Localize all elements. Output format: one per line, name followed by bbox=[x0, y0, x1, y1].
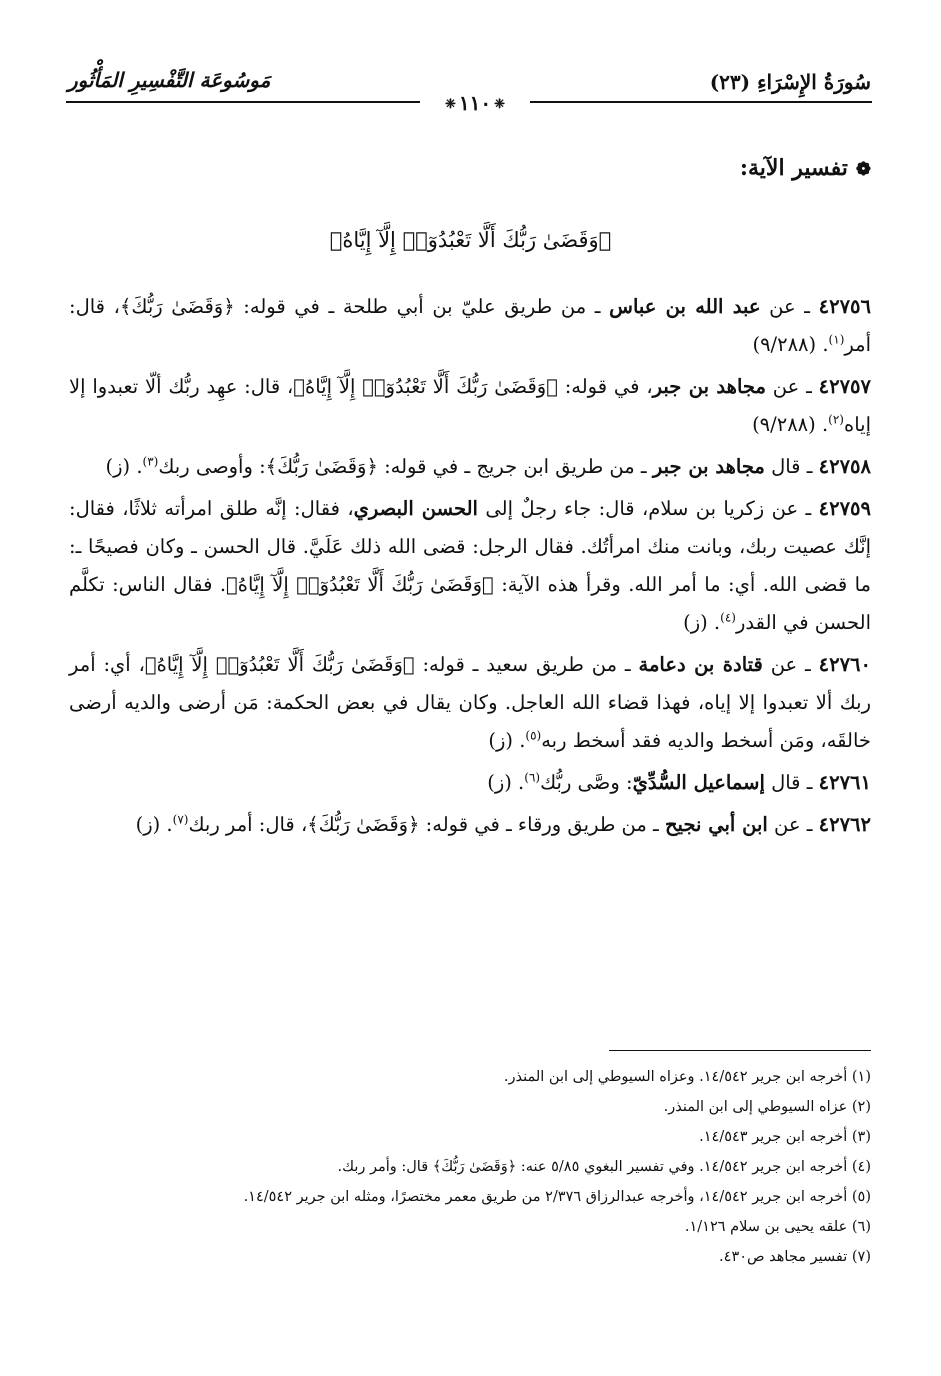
footnote-ref: (٢) bbox=[828, 412, 844, 427]
footnote-rule bbox=[609, 1050, 871, 1051]
narrator-name: ابن أبي نجيح bbox=[664, 813, 768, 836]
narration-text: ـ من طريق ورقاء ـ في قوله: bbox=[419, 813, 665, 836]
narration-number: ٤٢٧٥٧ bbox=[818, 375, 871, 398]
narration-text: ، في قوله: bbox=[557, 375, 653, 398]
quran-quote: ﴿وَقَضَىٰ رَبُّكَ أَلَّا تَعْبُدُوٓا۟ إِلَّآ إِيَّاهُ﴾ bbox=[293, 375, 558, 398]
narration-entry bbox=[69, 490, 871, 642]
footnote: (٣) أخرجه ابن جرير ١٤/٥٤٣. bbox=[699, 1129, 871, 1145]
narration-number: ٤٢٧٥٩ bbox=[818, 497, 871, 520]
narration-text: : وأوصى ربك bbox=[158, 455, 266, 478]
narration-number: ٤٢٧٦٠ bbox=[818, 653, 871, 676]
narration-text: ، قال: أمر ربك bbox=[188, 813, 308, 836]
narrator-name: إسماعيل السُّدِّيّ bbox=[632, 771, 765, 794]
footnote-ref: (٥) bbox=[525, 728, 542, 743]
narration-entry bbox=[69, 448, 871, 486]
narration-text: ـ قال bbox=[764, 455, 819, 478]
footnote-ref: (١) bbox=[828, 332, 845, 347]
flower-ornament-icon: ❁ bbox=[855, 159, 871, 180]
narration-text: ـ عن bbox=[765, 375, 819, 398]
source-ref: . (ز) bbox=[105, 455, 143, 478]
narrator-name: الحسن البصري bbox=[353, 497, 478, 520]
footnote: (٧) تفسير مجاهد ص٤٣٠. bbox=[719, 1249, 871, 1265]
quran-verse: ﴿وَقَضَىٰ رَبُّكَ أَلَّا تَعْبُدُوٓا۟ إِلَّآ إِيَّاهُ﴾ bbox=[329, 228, 612, 252]
ornament-icon: ❈ bbox=[494, 96, 506, 112]
narration-text: ، قال: عهِد ربُّك ألّا تعبدوا إلا إياه bbox=[69, 375, 871, 436]
section-heading-text: تفسير الآية: bbox=[739, 155, 848, 181]
narration-text: ـ عن bbox=[760, 295, 819, 318]
section-heading bbox=[740, 155, 871, 181]
narrator-name: مجاهد بن جبر bbox=[652, 455, 765, 478]
book-title-header: مَوسُوعَة التَّفْسِيرِ المَأْثُور bbox=[68, 68, 271, 92]
source-ref: . (ز) bbox=[487, 771, 525, 794]
footnote: (٥) أخرجه ابن جرير ١٤/٥٤٢، وأخرجه عبدالرزاق ٢/٣٧٦ من طريق معمر مختصرًا، ومثله ابن جرير ١٤/٥٤٢. bbox=[243, 1189, 871, 1205]
footnote: (٤) أخرجه ابن جرير ١٤/٥٤٢. وفي تفسير البغوي ٥/٨٥ عنه: ﴿وَقَضَىٰ رَبُّكَ﴾ قال: وأمر ربك. bbox=[337, 1159, 871, 1175]
quran-quote: ﴿وَقَضَىٰ رَبُّكَ﴾ bbox=[307, 813, 420, 836]
narration-text: ـ من طريق سعيد ـ قوله: bbox=[414, 653, 639, 676]
narration-entry bbox=[69, 646, 871, 760]
source-ref: . (٩/٢٨٨) bbox=[752, 333, 829, 356]
quran-quote: ﴿وَقَضَىٰ رَبُّكَ أَلَّا تَعْبُدُوٓا۟ إِلَّآ إِيَّاهُ﴾ bbox=[144, 653, 415, 676]
narration-number: ٤٢٧٦٢ bbox=[818, 813, 871, 836]
narration-text: ، فقال: إنَّه طلق امرأته ثلاثًا، فقال: إنَّك عصيت ربك، وبانت منك امرأتُك. فقال الرجل: قضى الله ذلك عَلَيَّ. قال الحسن ـ وكان فصيحًا ـ: ما قضى الله. أي: ما أمر الله. وقرأ هذه الآية: bbox=[69, 497, 871, 596]
source-ref: . (ز) bbox=[135, 813, 173, 836]
page-number-box bbox=[420, 92, 530, 114]
narrator-name: قتادة بن دعامة bbox=[638, 653, 763, 676]
footnote-ref: (٦) bbox=[524, 770, 541, 785]
footnote: (٦) علقه يحيى بن سلام ١/١٢٦. bbox=[684, 1219, 871, 1235]
narrations-list bbox=[69, 288, 871, 848]
source-ref: . (ز) bbox=[683, 611, 721, 634]
narration-text: ، أي: أمر ربك ألا تعبدوا إلا إياه، فهذا قضاء الله العاجل. وكان يقال في بعض الحكمة: مَن أرضى والديه أرضى خالقَه، ومَن أسخط والديه فقد أسخط ربه bbox=[69, 653, 871, 752]
narration-text: ـ قال bbox=[764, 771, 819, 794]
ornament-icon: ❈ bbox=[444, 96, 456, 112]
footnote: (٢) عزاه السيوطي إلى ابن المنذر. bbox=[663, 1099, 871, 1115]
narration-text: ـ عن زكريا بن سلام، قال: جاء رجلٌ إلى bbox=[477, 497, 819, 520]
narration-entry bbox=[69, 368, 871, 444]
narration-text: : وصَّى ربُّك bbox=[540, 771, 633, 794]
narration-entry bbox=[69, 288, 871, 364]
narration-number: ٤٢٧٥٦ bbox=[818, 295, 871, 318]
narrator-name: عبد الله بن عباس bbox=[609, 295, 761, 318]
narration-entry bbox=[69, 764, 871, 802]
narration-number: ٤٢٧٦١ bbox=[818, 771, 871, 794]
footnote-ref: (٤) bbox=[720, 610, 736, 625]
source-ref: . (٩/٢٨٨) bbox=[752, 413, 829, 436]
quran-quote: ﴿وَقَضَىٰ رَبُّكَ أَلَّا تَعْبُدُوٓا۟ إِلَّآ إِيَّاهُ﴾ bbox=[226, 573, 494, 596]
footnotes-list bbox=[69, 1062, 871, 1272]
quran-quote: ﴿وَقَضَىٰ رَبُّكَ﴾ bbox=[119, 295, 235, 318]
narrator-name: مجاهد بن جبر bbox=[652, 375, 766, 398]
narration-entry bbox=[69, 806, 871, 844]
surah-header: سُورَةُ الإِسْرَاءِ (٢٣) bbox=[709, 70, 871, 94]
page-number: ١١٠ bbox=[458, 91, 492, 115]
narration-text: ـ عن bbox=[767, 813, 819, 836]
narration-text: . فقال الناس: تكلَّم الحسن في القدر bbox=[69, 573, 871, 634]
source-ref: . (ز) bbox=[488, 729, 526, 752]
footnote-ref: (٧) bbox=[172, 812, 189, 827]
quran-quote: ﴿وَقَضَىٰ رَبُّكَ﴾ bbox=[265, 455, 378, 478]
narration-number: ٤٢٧٥٨ bbox=[818, 455, 871, 478]
narration-text: ، قال: أمر bbox=[69, 295, 871, 356]
narration-text: ـ من طريق عليّ بن أبي طلحة ـ في قوله: bbox=[234, 295, 610, 318]
narration-text: ـ من طريق ابن جريج ـ في قوله: bbox=[377, 455, 653, 478]
narration-text: ـ عن bbox=[762, 653, 819, 676]
footnote: (١) أخرجه ابن جرير ١٤/٥٤٢. وعزاه السيوطي إلى ابن المنذر. bbox=[503, 1069, 871, 1085]
footnote-ref: (٣) bbox=[142, 454, 159, 469]
